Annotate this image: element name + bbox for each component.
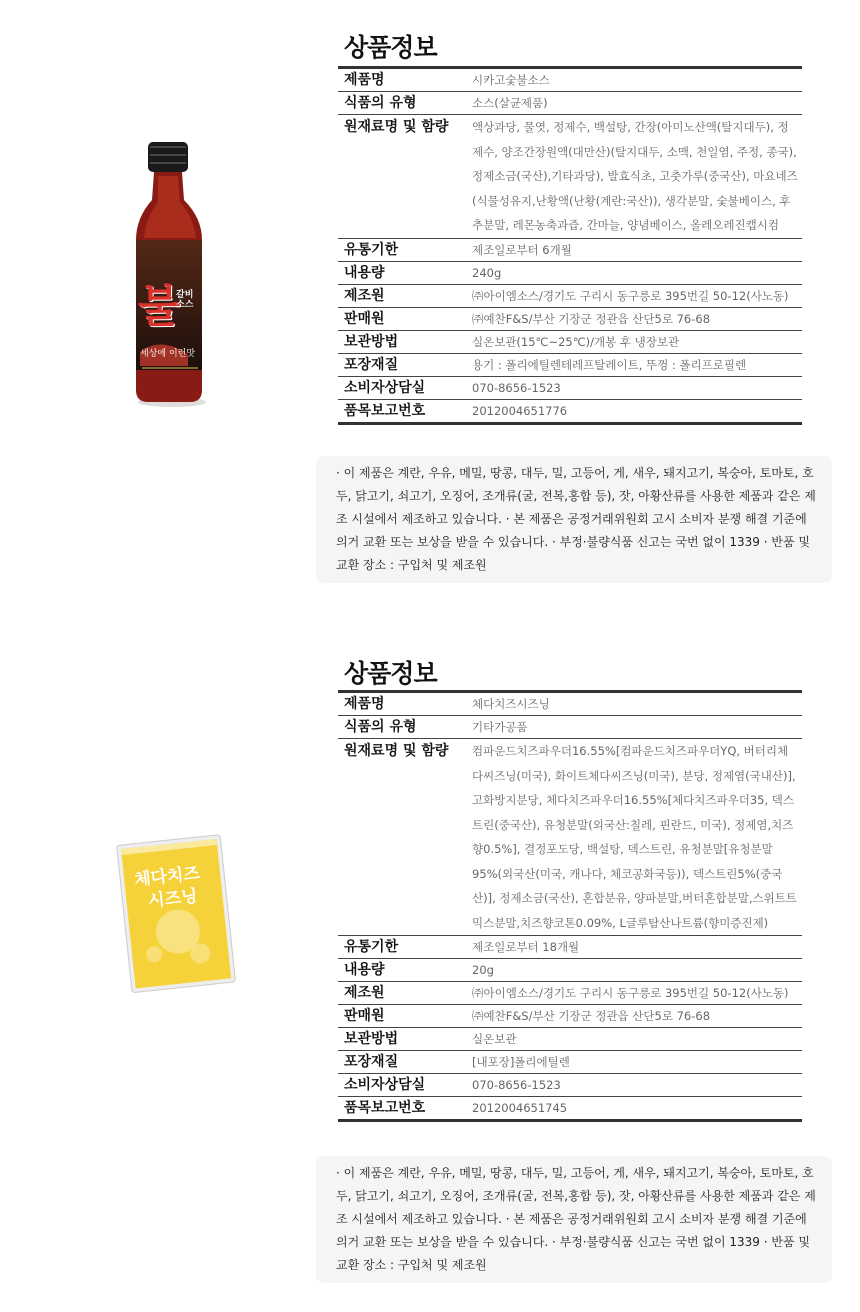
spec-label: 유통기한 bbox=[344, 241, 399, 258]
spec-label: 식품의 유형 bbox=[344, 95, 417, 111]
spec-label: 원재료명 및 함량 bbox=[344, 119, 449, 135]
allergy-notice: · 이 제품은 계란, 우유, 메밀, 땅콩, 대두, 밀, 고등어, 게, 새우, 돼지고기, 복숭아, 토마토, 호두, 닭고기, 쇠고기, 오징어, 조개류(굴, 전복,홍합 등), 잣, 아황산류를 사용한 제품과 같은 제조 시설에서 제조하고 있습니다. · 본 제품은 공정거래위원회 고시 소비자 분쟁 해결 기준에 의거 교환 또는 보상을 받을 수 있습니다. · 부정·불량식품 신고는 국번 없이 1339 · 반품 및 교환 장소 : 구입처 및 제조원 bbox=[316, 1156, 832, 1283]
spec-value: ㈜아이엠소스/경기도 구리시 동구릉로 395번길 50-12(사노동) bbox=[472, 288, 789, 303]
spec-row-volume bbox=[338, 262, 802, 285]
spec-label: 내용량 bbox=[344, 962, 385, 978]
spec-value: 기타가공품 bbox=[472, 720, 528, 734]
spec-row-ingredients bbox=[338, 739, 802, 936]
seasoning-pouch-image bbox=[108, 828, 238, 998]
spec-value: 제조일로부터 6개월 bbox=[472, 242, 572, 257]
spec-row-packaging bbox=[338, 354, 802, 377]
spec-value: 시카고숯불소스 bbox=[472, 73, 550, 87]
spec-label: 원재료명 및 함량 bbox=[344, 743, 449, 759]
spec-table bbox=[338, 690, 802, 1122]
spec-value: 070-8656-1523 bbox=[472, 380, 561, 395]
spec-row-expiry bbox=[338, 239, 802, 262]
spec-row-expiry bbox=[338, 936, 802, 959]
spec-label: 판매원 bbox=[344, 310, 385, 327]
spec-label: 식품의 유형 bbox=[344, 719, 417, 735]
spec-label: 제품명 bbox=[344, 72, 385, 88]
spec-row-product-name bbox=[338, 693, 802, 716]
spec-value: 소스(살균제품) bbox=[472, 96, 548, 110]
spec-value: 070-8656-1523 bbox=[472, 1078, 561, 1092]
spec-table bbox=[338, 66, 802, 425]
spec-label: 유통기한 bbox=[344, 939, 399, 955]
spec-row-food-type bbox=[338, 92, 802, 115]
spec-row-report-number bbox=[338, 1097, 802, 1119]
spec-value: ㈜예찬F&S/부산 기장군 정관읍 산단5로 76-68 bbox=[472, 311, 711, 326]
spec-label: 제품명 bbox=[344, 696, 385, 712]
spec-row-storage bbox=[338, 331, 802, 354]
spec-row-product-name bbox=[338, 69, 802, 92]
spec-row-storage bbox=[338, 1028, 802, 1051]
spec-value: 컴파운드치즈파우더16.55%[컴파운드치즈파우더YQ, 버터리체다씨즈닝(미국), 화이트체다씨즈닝(미국), 분당, 정제염(국내산)], 고화방지분당, 체다치즈파우더16.55%[체다치즈파우더35, 덱스트린(중국산), 유청분말(외국산:칠레, 핀란드, 미국), 정제염,치즈향0.5%], 결정포도당, 백설탕, 덱스트린, 유청분말[유청분말95%(외국산(미국, 캐나다, 체코공화국등)), 덱스트린5%(중국산)], 정제소금(국산), 혼합분유, 양파분말,버터혼합분말,스위트트믹스분말,치즈향코톤0.09%, L글루탐산나트륨(향미증진제) bbox=[472, 744, 797, 930]
spec-value: 2012004651776 bbox=[472, 403, 568, 418]
product-info-section-2 bbox=[0, 640, 860, 1312]
spec-value: 240g bbox=[472, 265, 502, 280]
section-title: 상품정보 bbox=[344, 659, 437, 688]
pouch-label-small: 시즈닝 bbox=[147, 886, 199, 912]
spec-row-manufacturer bbox=[338, 982, 802, 1005]
spec-label: 제조원 bbox=[344, 985, 385, 1001]
pouch-label-big: 체다치즈 bbox=[133, 863, 201, 891]
spec-value: 제조일로부터 18개월 bbox=[472, 940, 580, 954]
spec-label: 내용량 bbox=[344, 264, 385, 281]
spec-value: 액상과당, 물엿, 정제수, 백설탕, 간장(아미노산액(탈지대두), 정제수, 양조간장원액(대만산)(탈지대두, 소맥, 천일염, 주정, 종국), 정제소금(국산),기타과당), 발효식초, 고춧가루(중국산), 마요네즈(식물성유지,난황액(난황(계란:국산)), 생각분말, 숯불베이스, 후추분말, 레몬농축과즙, 간마늘, 양념베이스, 올레오레진캡시컴 bbox=[472, 120, 798, 232]
section-title: 상품정보 bbox=[344, 33, 437, 62]
spec-value: 실온보관(15℃~25℃)/개봉 후 냉장보관 bbox=[472, 334, 680, 349]
spec-row-seller bbox=[338, 308, 802, 331]
spec-row-manufacturer bbox=[338, 285, 802, 308]
spec-row-seller bbox=[338, 1005, 802, 1028]
bottle-label-big: 불 bbox=[138, 281, 181, 332]
spec-value: ㈜예찬F&S/부산 기장군 정관읍 산단5로 76-68 bbox=[472, 1009, 711, 1023]
spec-label: 소비자상담실 bbox=[344, 379, 426, 396]
spec-label: 품목보고번호 bbox=[344, 402, 426, 419]
spec-row-consumer-center bbox=[338, 1074, 802, 1097]
spec-row-packaging bbox=[338, 1051, 802, 1074]
spec-label: 품목보고번호 bbox=[344, 1100, 426, 1116]
spec-label: 제조원 bbox=[344, 287, 385, 304]
bottle-tagline: 세상에 이런맛 bbox=[140, 349, 196, 359]
spec-row-consumer-center bbox=[338, 377, 802, 400]
bottle-label-small: 갈비소스 bbox=[176, 290, 194, 310]
spec-row-volume bbox=[338, 959, 802, 982]
product-info-section-1 bbox=[0, 0, 860, 640]
spec-value: [내포장]폴리에틸렌 bbox=[472, 1055, 570, 1069]
sauce-bottle-image bbox=[130, 140, 210, 408]
spec-value: ㈜아이엠소스/경기도 구리시 동구릉로 395번길 50-12(사노동) bbox=[472, 986, 789, 1000]
spec-value: 20g bbox=[472, 963, 494, 977]
spec-value: 용기 : 폴리에틸렌테레프탈레이트, 뚜껑 : 폴리프로필렌 bbox=[472, 357, 747, 372]
spec-label: 보관방법 bbox=[344, 1031, 399, 1047]
spec-label: 보관방법 bbox=[344, 333, 399, 350]
allergy-notice: · 이 제품은 계란, 우유, 메밀, 땅콩, 대두, 밀, 고등어, 게, 새우, 돼지고기, 복숭아, 토마토, 호두, 닭고기, 쇠고기, 오징어, 조개류(굴, 전복,홍합 등), 잣, 아황산류를 사용한 제품과 같은 제조 시설에서 제조하고 있습니다. · 본 제품은 공정거래위원회 고시 소비자 분쟁 해결 기준에 의거 교환 또는 보상을 받을 수 있습니다. · 부정·불량식품 신고는 국번 없이 1339 · 반품 및 교환 장소 : 구입처 및 제조원 bbox=[316, 456, 832, 583]
spec-label: 포장재질 bbox=[344, 1054, 399, 1070]
spec-row-report-number bbox=[338, 400, 802, 422]
spec-label: 포장재질 bbox=[344, 356, 399, 373]
spec-row-food-type bbox=[338, 716, 802, 739]
spec-label: 소비자상담실 bbox=[344, 1077, 426, 1093]
spec-value: 2012004651745 bbox=[472, 1101, 568, 1115]
spec-value: 체다치즈시즈닝 bbox=[472, 697, 550, 711]
spec-row-ingredients bbox=[338, 115, 802, 239]
spec-value: 실온보관 bbox=[472, 1032, 517, 1046]
spec-label: 판매원 bbox=[344, 1008, 385, 1024]
